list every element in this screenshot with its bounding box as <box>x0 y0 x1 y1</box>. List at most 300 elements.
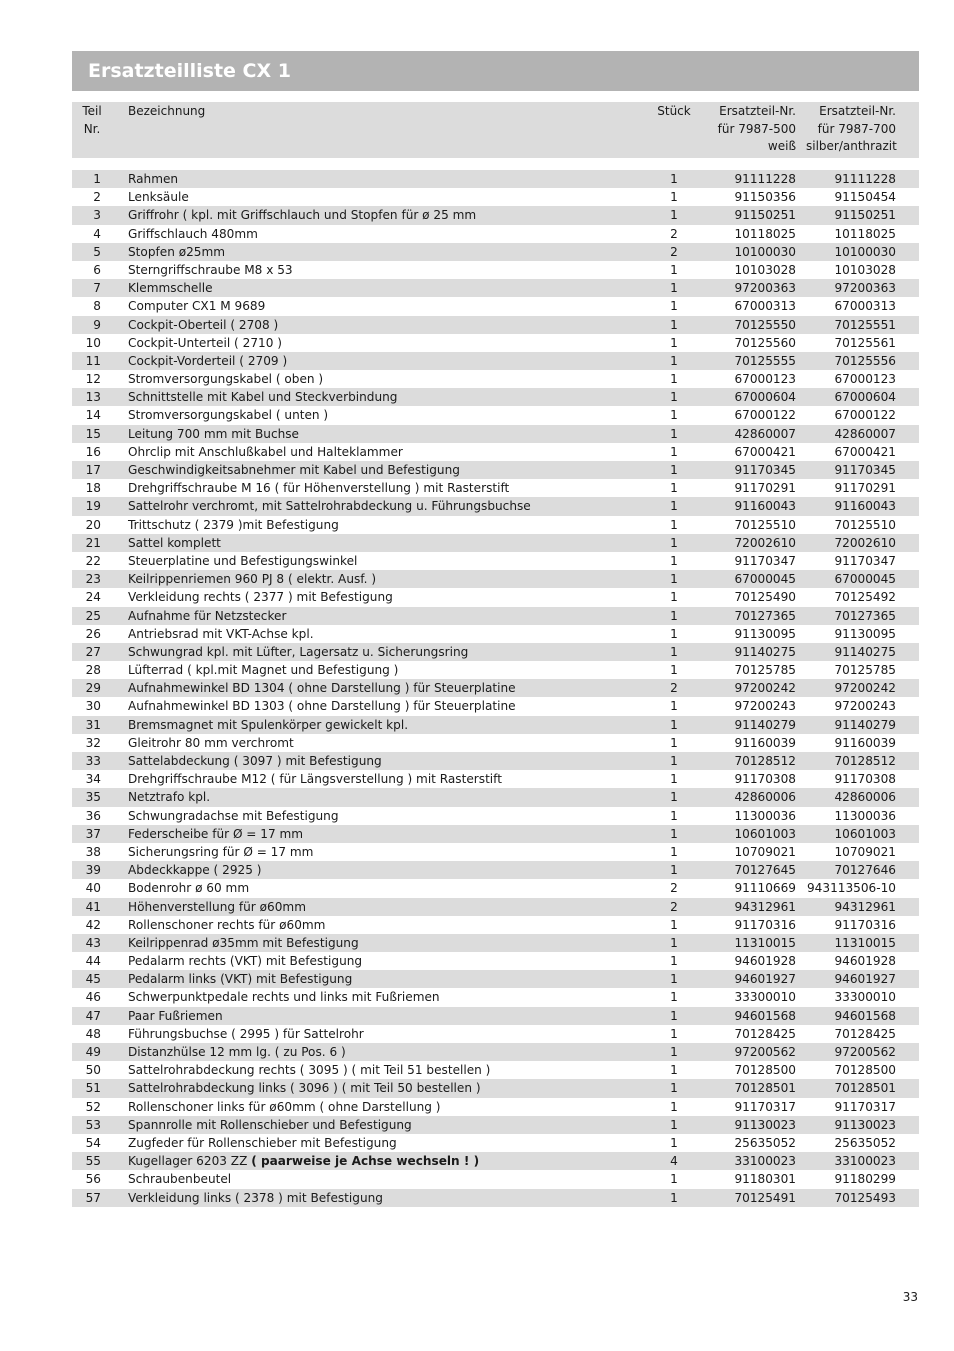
cell-stueck: 1 <box>670 262 678 277</box>
cell-teil-nr: 30 <box>85 699 101 714</box>
cell-ersatzteil-nr-weiss: 70125490 <box>734 590 796 605</box>
cell-stueck: 1 <box>670 917 678 932</box>
cell-ersatzteil-nr-silber: 10100030 <box>834 244 896 259</box>
cell-teil-nr: 55 <box>85 1154 101 1169</box>
cell-bezeichnung: Schraubenbeutel <box>128 1172 232 1187</box>
cell-teil-nr: 20 <box>85 517 101 532</box>
cell-ersatzteil-nr-silber: 94601568 <box>834 1008 896 1023</box>
cell-teil-nr: 14 <box>85 408 101 423</box>
table-row <box>72 679 919 697</box>
cell-ersatzteil-nr-weiss: 91170308 <box>734 772 796 787</box>
header-nr2-line1: Ersatzteil-Nr. <box>819 104 896 118</box>
cell-stueck: 1 <box>670 826 678 841</box>
table-row <box>72 170 919 188</box>
cell-ersatzteil-nr-silber: 97200363 <box>834 281 896 296</box>
header-teil <box>72 103 112 138</box>
title-bar <box>72 51 919 91</box>
cell-teil-nr: 52 <box>85 1099 101 1114</box>
table-row <box>72 479 919 497</box>
table-row <box>72 1152 919 1170</box>
cell-teil-nr: 24 <box>85 590 101 605</box>
cell-bezeichnung: Keilrippenrad ø35mm mit Befestigung <box>128 935 359 950</box>
cell-bezeichnung: Pedalarm rechts (VKT) mit Befestigung <box>128 954 363 969</box>
cell-teil-nr: 54 <box>85 1135 101 1150</box>
cell-teil-nr: 47 <box>85 1008 101 1023</box>
cell-ersatzteil-nr-silber: 94312961 <box>834 899 896 914</box>
cell-teil-nr: 38 <box>85 844 101 859</box>
table-row <box>72 843 919 861</box>
cell-ersatzteil-nr-weiss: 70125555 <box>734 353 796 368</box>
cell-stueck: 1 <box>670 644 678 659</box>
table-row <box>72 825 919 843</box>
cell-teil-nr: 33 <box>85 754 101 768</box>
cell-ersatzteil-nr-weiss: 91170345 <box>734 463 796 477</box>
table-row <box>72 388 919 406</box>
cell-ersatzteil-nr-weiss: 91140275 <box>734 644 796 659</box>
cell-bezeichnung: Sicherungsring für Ø = 17 mm <box>128 844 314 859</box>
cell-stueck: 1 <box>670 1008 678 1023</box>
cell-teil-nr: 12 <box>85 372 101 387</box>
cell-bezeichnung: Schnittstelle mit Kabel und Steckverbindung <box>128 390 398 405</box>
cell-teil-nr: 9 <box>93 317 101 332</box>
cell-ersatzteil-nr-weiss: 42860006 <box>734 790 796 805</box>
cell-bezeichnung <box>128 1152 479 1170</box>
cell-bezeichnung: Klemmschelle <box>128 281 213 296</box>
cell-ersatzteil-nr-silber: 70128500 <box>834 1063 896 1078</box>
cell-stueck: 1 <box>670 735 678 750</box>
cell-ersatzteil-nr-silber: 91170347 <box>834 553 896 568</box>
cell-stueck: 2 <box>670 881 678 896</box>
cell-stueck: 1 <box>670 1045 678 1059</box>
table-row <box>72 425 919 443</box>
table-row <box>72 1025 919 1043</box>
parts-table-body <box>72 170 919 1207</box>
table-row <box>72 770 919 788</box>
cell-bezeichnung: Spannrolle mit Rollenschieber und Befestigung <box>128 1117 412 1132</box>
cell-bezeichnung: Zugfeder für Rollenschieber mit Befestigung <box>128 1135 397 1150</box>
cell-bezeichnung: Ohrclip mit Anschlußkabel und Halteklammer <box>128 444 403 459</box>
cell-ersatzteil-nr-silber: 33300010 <box>834 990 896 1005</box>
cell-stueck: 1 <box>670 590 678 605</box>
cell-stueck: 1 <box>670 426 678 441</box>
cell-teil-nr: 42 <box>85 917 101 932</box>
cell-ersatzteil-nr-silber: 91140275 <box>834 644 896 659</box>
table-row <box>72 934 919 952</box>
cell-ersatzteil-nr-weiss: 67000123 <box>734 372 796 387</box>
cell-stueck: 1 <box>670 972 678 987</box>
cell-bezeichnung: Antriebsrad mit VKT-Achse kpl. <box>128 626 314 641</box>
table-row <box>72 1043 919 1061</box>
cell-ersatzteil-nr-silber: 67000313 <box>834 299 896 314</box>
cell-stueck: 1 <box>670 1081 678 1096</box>
cell-ersatzteil-nr-weiss: 91180301 <box>734 1172 796 1187</box>
cell-ersatzteil-nr-silber: 91170308 <box>834 772 896 787</box>
cell-ersatzteil-nr-silber: 91130023 <box>834 1117 896 1132</box>
cell-ersatzteil-nr-weiss: 70127365 <box>734 608 796 623</box>
cell-teil-nr: 44 <box>85 954 101 969</box>
table-row <box>72 1061 919 1079</box>
cell-bezeichnung: Rollenschoner rechts für ø60mm <box>128 917 326 932</box>
cell-stueck: 1 <box>670 299 678 314</box>
cell-stueck: 1 <box>670 390 678 405</box>
cell-stueck: 1 <box>670 990 678 1005</box>
cell-bezeichnung: Sterngriffschraube M8 x 53 <box>128 262 293 277</box>
cell-ersatzteil-nr-silber: 67000604 <box>834 390 896 405</box>
cell-stueck: 1 <box>670 954 678 969</box>
table-row <box>72 952 919 970</box>
cell-ersatzteil-nr-weiss: 91130023 <box>734 1117 796 1132</box>
cell-stueck: 1 <box>670 1099 678 1114</box>
cell-teil-nr: 40 <box>85 881 101 896</box>
cell-stueck: 2 <box>670 681 678 696</box>
table-row <box>72 316 919 334</box>
cell-ersatzteil-nr-weiss: 10118025 <box>734 226 796 241</box>
table-header <box>72 102 919 158</box>
cell-stueck: 1 <box>670 481 678 496</box>
cell-ersatzteil-nr-weiss: 25635052 <box>734 1135 796 1150</box>
cell-teil-nr: 29 <box>85 681 101 696</box>
table-row <box>72 752 919 770</box>
cell-bezeichnung: Stopfen ø25mm <box>128 244 226 259</box>
cell-ersatzteil-nr-silber: 10118025 <box>834 226 896 241</box>
header-teil-line1: Teil <box>82 104 102 118</box>
cell-ersatzteil-nr-weiss: 42860007 <box>734 426 796 441</box>
cell-stueck: 1 <box>670 572 678 587</box>
cell-teil-nr: 8 <box>93 299 101 314</box>
cell-ersatzteil-nr-silber: 91170317 <box>834 1099 896 1114</box>
cell-ersatzteil-nr-silber: 70127646 <box>834 863 896 878</box>
cell-ersatzteil-nr-weiss: 70128500 <box>734 1063 796 1078</box>
cell-bezeichnung: Bodenrohr ø 60 mm <box>128 881 250 896</box>
cell-ersatzteil-nr-silber: 67000123 <box>834 372 896 387</box>
cell-ersatzteil-nr-silber: 70128425 <box>834 1026 896 1041</box>
cell-bezeichnung: Aufnahmewinkel BD 1303 ( ohne Darstellung ) für Steuerplatine <box>128 699 516 714</box>
cell-stueck: 1 <box>670 790 678 805</box>
table-row <box>72 225 919 243</box>
table-row <box>72 898 919 916</box>
cell-ersatzteil-nr-weiss: 70128512 <box>734 754 796 768</box>
cell-ersatzteil-nr-weiss: 70128425 <box>734 1026 796 1041</box>
cell-teil-nr: 31 <box>85 717 101 732</box>
cell-stueck: 1 <box>670 553 678 568</box>
table-row <box>72 988 919 1006</box>
table-row <box>72 643 919 661</box>
cell-ersatzteil-nr-weiss: 33300010 <box>734 990 796 1005</box>
cell-bezeichnung: Distanzhülse 12 mm lg. ( zu Pos. 6 ) <box>128 1045 346 1059</box>
cell-bezeichnung: Federscheibe für Ø = 17 mm <box>128 826 304 841</box>
cell-bezeichnung: Griffrohr ( kpl. mit Griffschlauch und Stopfen für ø 25 mm <box>128 208 477 223</box>
cell-ersatzteil-nr-silber: 10709021 <box>834 844 896 859</box>
cell-bezeichnung: Abdeckkappe ( 2925 ) <box>128 863 262 878</box>
cell-teil-nr: 13 <box>85 390 101 405</box>
cell-bezeichnung: Keilrippenriemen 960 PJ 8 ( elektr. Ausf. ) <box>128 572 377 587</box>
cell-ersatzteil-nr-silber: 42860006 <box>834 790 896 805</box>
cell-ersatzteil-nr-silber: 42860007 <box>834 426 896 441</box>
cell-bezeichnung: Griffschlauch 480mm <box>128 226 258 241</box>
cell-stueck: 1 <box>670 699 678 714</box>
table-row <box>72 279 919 297</box>
table-row <box>72 497 919 515</box>
cell-ersatzteil-nr-silber: 11300036 <box>834 808 896 823</box>
cell-ersatzteil-nr-weiss: 70127645 <box>734 863 796 878</box>
table-row <box>72 1170 919 1188</box>
cell-ersatzteil-nr-silber: 70125510 <box>834 517 896 532</box>
cell-stueck: 1 <box>670 317 678 332</box>
table-row <box>72 807 919 825</box>
cell-ersatzteil-nr-silber: 33100023 <box>834 1154 896 1169</box>
cell-stueck: 1 <box>670 808 678 823</box>
cell-ersatzteil-nr-silber: 10601003 <box>834 826 896 841</box>
cell-bezeichnung: Cockpit-Vorderteil ( 2709 ) <box>128 353 288 368</box>
cell-ersatzteil-nr-weiss: 70125785 <box>734 663 796 678</box>
cell-bezeichnung: Sattelrohrabdeckung rechts ( 3095 ) ( mit Teil 51 bestellen ) <box>128 1063 491 1078</box>
cell-bezeichnung: Gleitrohr 80 mm verchromt <box>128 735 294 750</box>
cell-ersatzteil-nr-weiss: 67000313 <box>734 299 796 314</box>
cell-ersatzteil-nr-weiss: 91150251 <box>734 208 796 223</box>
cell-ersatzteil-nr-silber: 91170291 <box>834 481 896 496</box>
header-nr1-line2: für 7987-500 <box>717 121 796 136</box>
cell-ersatzteil-nr-weiss: 70125510 <box>734 517 796 532</box>
cell-ersatzteil-nr-silber: 91180299 <box>834 1172 896 1187</box>
cell-teil-nr: 50 <box>85 1063 101 1078</box>
cell-bezeichnung: Lüfterrad ( kpl.mit Magnet und Befestigung ) <box>128 663 399 678</box>
header-nr1-line1: Ersatzteil-Nr. <box>719 104 796 118</box>
cell-bezeichnung: Sattelrohr verchromt, mit Sattelrohrabdeckung u. Führungsbuchse <box>128 499 531 514</box>
cell-ersatzteil-nr-weiss: 67000604 <box>734 390 796 405</box>
cell-stueck: 1 <box>670 535 678 550</box>
cell-ersatzteil-nr-weiss: 91170317 <box>734 1099 796 1114</box>
cell-ersatzteil-nr-weiss: 10709021 <box>734 844 796 859</box>
cell-bezeichnung: Sattelabdeckung ( 3097 ) mit Befestigung <box>128 754 382 768</box>
cell-stueck: 2 <box>670 226 678 241</box>
cell-stueck: 2 <box>670 899 678 914</box>
cell-ersatzteil-nr-silber: 70125492 <box>834 590 896 605</box>
cell-teil-nr: 57 <box>85 1190 101 1205</box>
table-row <box>72 1079 919 1097</box>
cell-teil-nr: 3 <box>93 208 101 223</box>
cell-ersatzteil-nr-silber: 91150454 <box>834 190 896 205</box>
cell-ersatzteil-nr-weiss: 67000045 <box>734 572 796 587</box>
cell-stueck: 2 <box>670 244 678 259</box>
cell-ersatzteil-nr-silber: 91170316 <box>834 917 896 932</box>
cell-ersatzteil-nr-weiss: 94601568 <box>734 1008 796 1023</box>
table-row <box>72 534 919 552</box>
cell-stueck: 1 <box>670 1117 678 1132</box>
cell-stueck: 1 <box>670 717 678 732</box>
cell-teil-nr: 11 <box>85 353 101 368</box>
table-row <box>72 1189 919 1207</box>
cell-teil-nr: 53 <box>85 1117 101 1132</box>
table-row <box>72 297 919 315</box>
cell-teil-nr: 23 <box>85 572 101 587</box>
table-row <box>72 352 919 370</box>
cell-ersatzteil-nr-weiss: 94601927 <box>734 972 796 987</box>
cell-teil-nr: 37 <box>85 826 101 841</box>
cell-stueck: 1 <box>670 1172 678 1187</box>
cell-ersatzteil-nr-silber: 91150251 <box>834 208 896 223</box>
cell-bezeichnung: Aufnahme für Netzstecker <box>128 608 287 623</box>
cell-teil-nr: 26 <box>85 626 101 641</box>
table-row <box>72 1098 919 1116</box>
cell-ersatzteil-nr-weiss: 33100023 <box>734 1154 796 1169</box>
table-row <box>72 625 919 643</box>
cell-bezeichnung: Verkleidung rechts ( 2377 ) mit Befestigung <box>128 590 393 605</box>
cell-ersatzteil-nr-weiss: 91160043 <box>734 499 796 514</box>
cell-bezeichnung: Führungsbuchse ( 2995 ) für Sattelrohr <box>128 1026 364 1041</box>
cell-ersatzteil-nr-weiss: 10601003 <box>734 826 796 841</box>
cell-bezeichnung: Leitung 700 mm mit Buchse <box>128 426 299 441</box>
cell-teil-nr: 45 <box>85 972 101 987</box>
cell-ersatzteil-nr-silber: 97200243 <box>834 699 896 714</box>
table-row <box>72 206 919 224</box>
table-row <box>72 861 919 879</box>
cell-teil-nr: 43 <box>85 935 101 950</box>
cell-bezeichnung: Paar Fußriemen <box>128 1008 223 1023</box>
cell-teil-nr: 2 <box>93 190 101 205</box>
cell-stueck: 1 <box>670 608 678 623</box>
table-row <box>72 188 919 206</box>
cell-stueck: 1 <box>670 335 678 350</box>
table-row <box>72 716 919 734</box>
cell-ersatzteil-nr-silber: 70125493 <box>834 1190 896 1205</box>
cell-bezeichnung: Stromversorgungskabel ( oben ) <box>128 372 324 387</box>
cell-teil-nr: 6 <box>93 262 101 277</box>
table-row <box>72 879 919 897</box>
cell-teil-nr: 27 <box>85 644 101 659</box>
cell-ersatzteil-nr-silber: 91160039 <box>834 735 896 750</box>
header-stueck: Stück <box>657 104 691 118</box>
table-row <box>72 516 919 534</box>
cell-ersatzteil-nr-silber: 72002610 <box>834 535 896 550</box>
cell-ersatzteil-nr-weiss: 97200363 <box>734 281 796 296</box>
cell-bezeichnung: Rahmen <box>128 172 179 186</box>
cell-ersatzteil-nr-weiss: 10100030 <box>734 244 796 259</box>
cell-bezeichnung: Rollenschoner links für ø60mm ( ohne Darstellung ) <box>128 1099 441 1114</box>
cell-stueck: 1 <box>670 281 678 296</box>
cell-ersatzteil-nr-silber: 91111228 <box>834 172 896 186</box>
cell-ersatzteil-nr-silber: 11310015 <box>834 935 896 950</box>
cell-stueck: 1 <box>670 935 678 950</box>
table-row <box>72 661 919 679</box>
cell-teil-nr: 1 <box>93 172 101 186</box>
cell-bezeichnung: Verkleidung links ( 2378 ) mit Befestigung <box>128 1190 383 1205</box>
table-row <box>72 570 919 588</box>
cell-stueck: 1 <box>670 1026 678 1041</box>
table-row <box>72 406 919 424</box>
cell-ersatzteil-nr-weiss: 72002610 <box>734 535 796 550</box>
cell-teil-nr: 19 <box>85 499 101 514</box>
cell-ersatzteil-nr-weiss: 11310015 <box>734 935 796 950</box>
cell-bezeichnung: Cockpit-Unterteil ( 2710 ) <box>128 335 282 350</box>
header-nr-silber <box>806 103 896 156</box>
cell-ersatzteil-nr-weiss: 70125491 <box>734 1190 796 1205</box>
cell-bezeichnung: Netztrafo kpl. <box>128 790 211 805</box>
cell-bezeichnung: Computer CX1 M 9689 <box>128 299 266 314</box>
cell-stueck: 1 <box>670 1063 678 1078</box>
cell-ersatzteil-nr-silber: 91130095 <box>834 626 896 641</box>
cell-stueck: 1 <box>670 190 678 205</box>
cell-bezeichnung: Lenksäule <box>128 190 189 205</box>
cell-ersatzteil-nr-weiss: 97200242 <box>734 681 796 696</box>
cell-stueck: 4 <box>670 1154 678 1169</box>
cell-ersatzteil-nr-weiss: 70128501 <box>734 1081 796 1096</box>
cell-teil-nr: 41 <box>85 899 101 914</box>
cell-ersatzteil-nr-weiss: 91170291 <box>734 481 796 496</box>
cell-stueck: 1 <box>670 463 678 477</box>
cell-ersatzteil-nr-silber: 70125556 <box>834 353 896 368</box>
table-row <box>72 1116 919 1134</box>
cell-teil-nr: 10 <box>85 335 101 350</box>
cell-ersatzteil-nr-silber: 10103028 <box>834 262 896 277</box>
table-row <box>72 243 919 261</box>
cell-ersatzteil-nr-silber: 70125785 <box>834 663 896 678</box>
table-row <box>72 552 919 570</box>
cell-teil-nr: 48 <box>85 1026 101 1041</box>
table-row <box>72 461 919 479</box>
cell-ersatzteil-nr-silber: 70125561 <box>834 335 896 350</box>
cell-ersatzteil-nr-silber: 97200562 <box>834 1045 896 1059</box>
cell-stueck: 1 <box>670 353 678 368</box>
cell-bezeichnung: Schwungrad kpl. mit Lüfter, Lagersatz u. Sicherungsring <box>128 644 469 659</box>
cell-ersatzteil-nr-silber: 94601928 <box>834 954 896 969</box>
table-row <box>72 697 919 715</box>
bezeichnung-bold-note: ( paarweise je Achse wechseln ! ) <box>251 1154 480 1169</box>
cell-stueck: 1 <box>670 1135 678 1150</box>
cell-teil-nr: 35 <box>85 790 101 805</box>
cell-teil-nr: 4 <box>93 226 101 241</box>
cell-bezeichnung: Cockpit-Oberteil ( 2708 ) <box>128 317 279 332</box>
cell-teil-nr: 39 <box>85 863 101 878</box>
cell-teil-nr: 28 <box>85 663 101 678</box>
header-teil-line2: Nr. <box>83 121 101 136</box>
cell-ersatzteil-nr-weiss: 10103028 <box>734 262 796 277</box>
cell-ersatzteil-nr-silber: 943113506-10 <box>806 881 896 896</box>
cell-ersatzteil-nr-silber: 25635052 <box>834 1135 896 1150</box>
table-row <box>72 916 919 934</box>
cell-bezeichnung: Drehgriffschraube M 16 ( für Höhenverstellung ) mit Rasterstift <box>128 481 510 496</box>
cell-ersatzteil-nr-weiss: 91170347 <box>734 553 796 568</box>
cell-stueck: 1 <box>670 444 678 459</box>
cell-stueck: 1 <box>670 499 678 514</box>
cell-stueck: 1 <box>670 863 678 878</box>
cell-ersatzteil-nr-weiss: 91160039 <box>734 735 796 750</box>
cell-bezeichnung: Bremsmagnet mit Spulenkörper gewickelt kpl. <box>128 717 409 732</box>
cell-teil-nr: 51 <box>85 1081 101 1096</box>
page-number: 33 <box>902 1290 918 1304</box>
table-row <box>72 734 919 752</box>
cell-bezeichnung: Sattelrohrabdeckung links ( 3096 ) ( mit Teil 50 bestellen ) <box>128 1081 481 1096</box>
cell-bezeichnung: Schwungradachse mit Befestigung <box>128 808 339 823</box>
cell-teil-nr: 36 <box>85 808 101 823</box>
cell-ersatzteil-nr-silber: 91160043 <box>834 499 896 514</box>
cell-ersatzteil-nr-silber: 91140279 <box>834 717 896 732</box>
cell-bezeichnung: Stromversorgungskabel ( unten ) <box>128 408 329 423</box>
cell-bezeichnung: Drehgriffschraube M12 ( für Längsverstellung ) mit Rasterstift <box>128 772 502 787</box>
cell-teil-nr: 49 <box>85 1045 101 1059</box>
header-nr-weiss <box>702 103 796 156</box>
cell-stueck: 1 <box>670 208 678 223</box>
cell-ersatzteil-nr-weiss: 94601928 <box>734 954 796 969</box>
cell-teil-nr: 18 <box>85 481 101 496</box>
table-row <box>72 607 919 625</box>
bezeichnung-text: Kugellager 6203 ZZ <box>128 1154 252 1169</box>
page-title: Ersatzteilliste CX 1 <box>88 60 291 82</box>
cell-ersatzteil-nr-weiss: 70125550 <box>734 317 796 332</box>
table-row <box>72 334 919 352</box>
cell-bezeichnung: Geschwindigkeitsabnehmer mit Kabel und Befestigung <box>128 463 460 477</box>
table-row <box>72 788 919 806</box>
header-nr1-line3: weiß <box>767 139 796 153</box>
